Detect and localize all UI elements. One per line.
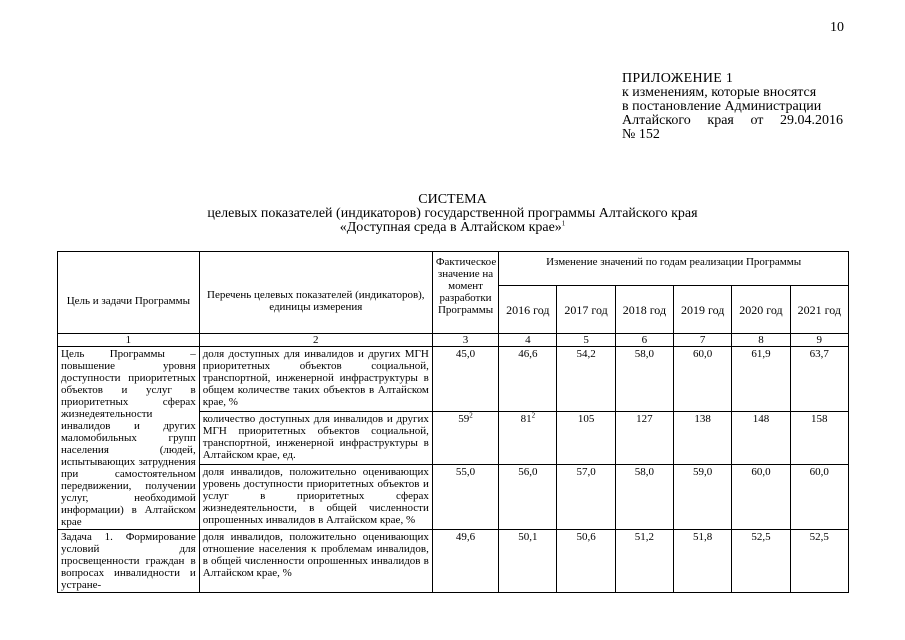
title-line-3 [0, 221, 905, 235]
year-value: 63,7 [790, 347, 848, 412]
year-value: 58,0 [615, 464, 673, 529]
indicator-cell: доля доступных для инвалидов и других МГН приоритетных объектов социальной, транспортной, инженерной инфраструктуры в общем количестве таких объектов в Алтайском крае, % [199, 347, 432, 412]
appendix-line-2: в постановление Администрации [622, 99, 822, 114]
appendix-line-4: № 152 [622, 127, 660, 142]
header-year: 2016 год [499, 286, 557, 334]
indicator-cell: доля инвалидов, положительно оценивающих отношение населения к проблемам инвалидов, в общей численности опрошенных инвалидов в Алтайском крае, % [199, 530, 432, 593]
appendix-line-1: к изменениям, которые вносятся [622, 85, 817, 100]
header-year: 2018 год [615, 286, 673, 334]
year-value: 54,2 [557, 347, 615, 412]
header-year: 2020 год [732, 286, 790, 334]
year-value: 60,0 [790, 464, 848, 529]
header-year: 2019 год [674, 286, 732, 334]
title-line-3-text: «Доступная среда в Алтайском крае» [339, 220, 562, 235]
year-value: 51,8 [674, 530, 732, 593]
year-value: 58,0 [615, 347, 673, 412]
header-year: 2021 год [790, 286, 848, 334]
appendix-title: ПРИЛОЖЕНИЕ 1 [622, 71, 734, 86]
column-number: 2 [199, 334, 432, 347]
table-row [58, 530, 849, 593]
header-change: Изменение значений по годам реализации Программы [499, 252, 849, 286]
column-number: 3 [432, 334, 498, 347]
actual-value: 45,0 [432, 347, 498, 412]
year-value: 56,0 [499, 464, 557, 529]
header-actual: Фактическое значение на момент разработки Программы [432, 252, 498, 334]
header-row [58, 252, 849, 286]
year-value: 52,5 [732, 530, 790, 593]
task-cell: Задача 1. Формирование условий для просвещенности граждан в вопросах инвалидности и устране- [58, 530, 200, 593]
actual-value: 49,6 [432, 530, 498, 593]
header-year: 2017 год [557, 286, 615, 334]
column-numbers-row [58, 334, 849, 347]
year-value: 57,0 [557, 464, 615, 529]
appendix-line-3 [622, 114, 843, 128]
page-number: 10 [830, 20, 844, 35]
title-line-1: СИСТЕМА [418, 192, 487, 207]
year-value: 51,2 [615, 530, 673, 593]
indicators-table [57, 251, 849, 593]
year-value: 50,1 [499, 530, 557, 593]
goal-cell: Цель Программы – повышение уровня доступности приоритетных объектов и услуг в приоритетных сферах жизнедеятельности инвалидов и других маломобильных групп населения (людей, испытывающих затруднения при самостоятельном передвижении, получении услуг, необходимой информации) в Алтайском крае [58, 347, 200, 530]
year-value: 105 [557, 412, 615, 465]
actual-value [432, 412, 498, 465]
indicator-cell: количество доступных для инвалидов и других МГН приоритетных объектов социальной, транспортной, инженерной инфраструктуры в Алтайском крае, ед. [199, 412, 432, 465]
year-value-text: 81 [520, 413, 532, 426]
title-line-2: целевых показателей (индикаторов) государственной программы Алтайского края [207, 206, 698, 221]
indicator-cell: доля инвалидов, положительно оценивающих уровень доступности приоритетных объектов и услуг в приоритетных сферах жизнедеятельности, в общей численности опрошенных инвалидов в Алтайском крае, % [199, 464, 432, 529]
column-number: 1 [58, 334, 200, 347]
appendix-word: от [750, 113, 764, 128]
year-value: 158 [790, 412, 848, 465]
year-value: 52,5 [790, 530, 848, 593]
actual-value-text: 59 [458, 413, 470, 426]
year-value [499, 412, 557, 465]
year-value: 46,6 [499, 347, 557, 412]
column-number: 4 [499, 334, 557, 347]
column-number: 6 [615, 334, 673, 347]
column-number: 9 [790, 334, 848, 347]
appendix-block [622, 72, 843, 142]
appendix-word: 29.04.2016 [779, 113, 843, 128]
footnote-marker: 2 [469, 411, 473, 420]
year-value: 138 [674, 412, 732, 465]
year-value: 127 [615, 412, 673, 465]
year-value: 61,9 [732, 347, 790, 412]
table-row [58, 347, 849, 412]
year-value: 60,0 [732, 464, 790, 529]
column-number: 8 [732, 334, 790, 347]
document-title [0, 193, 905, 235]
appendix-word: Алтайского [622, 113, 691, 128]
header-indicators: Перечень целевых показателей (индикаторов), единицы измерения [199, 252, 432, 334]
header-goal: Цель и задачи Программы [58, 252, 200, 334]
year-value: 59,0 [674, 464, 732, 529]
appendix-word: края [707, 113, 734, 128]
year-value: 50,6 [557, 530, 615, 593]
year-value: 60,0 [674, 347, 732, 412]
actual-value: 55,0 [432, 464, 498, 529]
year-value: 148 [732, 412, 790, 465]
footnote-marker: 2 [531, 411, 536, 420]
column-number: 7 [674, 334, 732, 347]
footnote-marker: 1 [561, 219, 566, 228]
column-number: 5 [557, 334, 615, 347]
